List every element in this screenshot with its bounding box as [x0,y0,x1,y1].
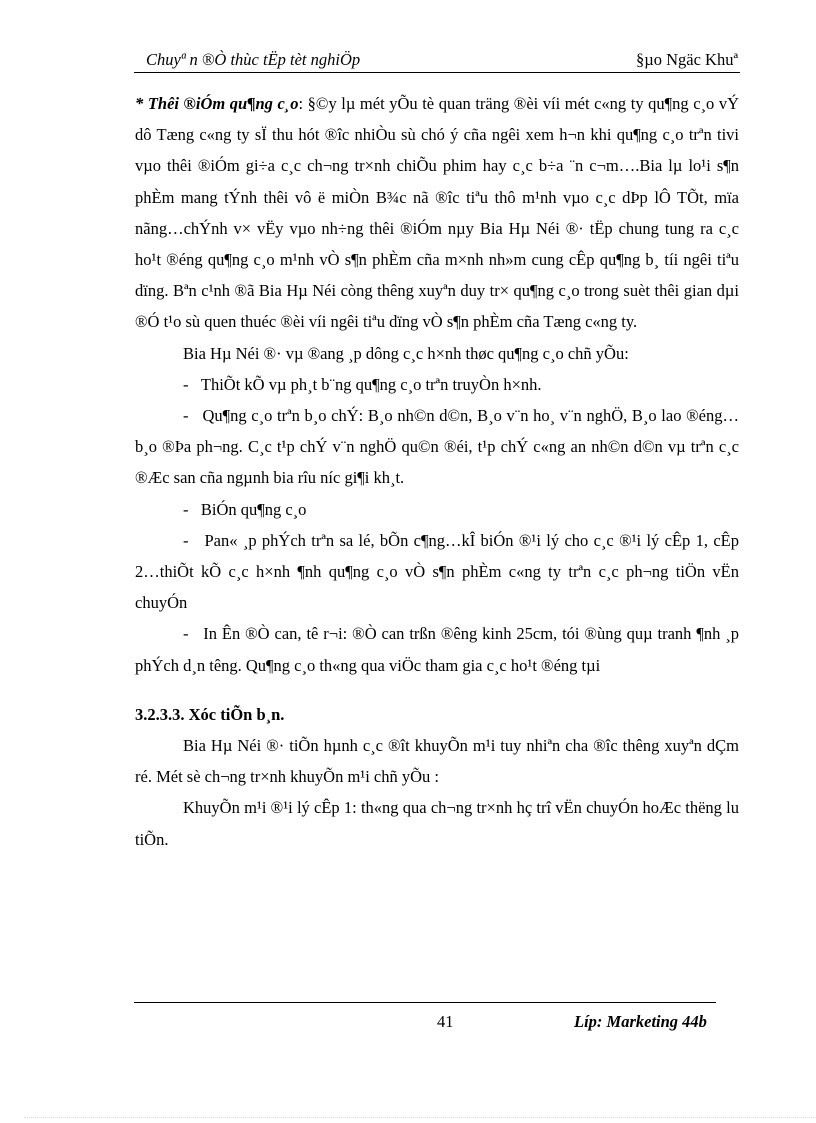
paragraph-advertising-timing [135,88,739,338]
paragraph-text: : §©y lµ mét yÕu tè quan träng ®èi víi mét c«ng ty qu¶ng c¸o vÝ dô Tæng c«ng ty sÏ thu hót ®îc nhiÒu sù chó ý cña ngêi xem h¬n khi qu¶ng c¸o trªn tivi vµo thêi ®iÓm gi÷a c¸c ch¬ng tr×nh chiÕu phim hay c¸c b÷a ¨n c¬m….Bia lµ lo¹i s¶n phÈm mang tÝnh thêi vô ë miÒn B¾c nã ®îc tiªu thô m¹nh vµo c¸c dÞp lÔ TÕt, mïa nãng…chÝnh v× vËy vµo nh÷ng thêi ®iÓm nµy Bia Hµ Néi ®· tËp chung tung ra c¸c ho¹t ®éng qu¶ng c¸o m¹nh vÒ s¶n phÈm cña m×nh nh»m cung cÊp qu¶ng b¸ tíi ngêi tiªu dïng. Bªn c¹nh ®ã Bia Hµ Néi còng thêng xuyªn duy tr× qu¶ng c¸o trong suèt thêi gian dµi ®Ó t¹o sù quen thuéc ®èi víi ngêi tiªu dïng vÒ s¶n phÈm cña Tæng c«ng ty. [135,94,739,332]
page-number: 41 [437,1012,454,1031]
footer-divider [134,1002,716,1003]
bullet-billboards: - BiÓn qu¶ng c¸o [183,499,307,519]
header-document-title: Chuyª n ®Ò thùc tËp tèt nghiÖp [146,50,361,69]
bullet-posters: - Pan« ¸p phÝch trªn sa lé, bÕn c¶ng…kÎ biÓn ®¹i lý cho c¸c ®¹i lý cÊp 1, cÊp 2…thiÕt kÕ c¸c h×nh ¶nh qu¶ng c¸o vÒ s¶n phÈm c«ng ty trªn c¸c ph¬ng tiÖn vËn chuyÓn [135,530,739,613]
paragraph-forms-intro: Bia Hµ Néi ®· vµ ®ang ¸p dông c¸c h×nh thøc qu¶ng c¸o chñ yÕu: [183,343,629,363]
page-header [134,50,740,73]
bullet-decals: - In Ên ®Ò can, tê r¬i: ®Ò can trßn ®êng kinh 25cm, tói ®ùng quµ tranh ¶nh ¸p phÝch d¸n têng. Qu¶ng c¸o th«ng qua viÖc tham gia c¸c ho¹t ®éng tµi [135,624,739,675]
document-body [135,88,739,855]
page-bottom-dotted-rule [24,1117,816,1118]
section-heading: 3.2.3.3. Xóc tiÕn b¸n. [135,704,285,724]
header-author-name: §µo Ngäc Khuª [635,50,738,69]
bullet-tv-ads: - ThiÕt kÕ vµ ph¸t b¨ng qu¶ng c¸o trªn truyÒn h×nh. [183,374,542,394]
paragraph-label: * Thêi ®iÓm qu¶ng c¸o [135,94,299,113]
bullet-press-ads: - Qu¶ng c¸o trªn b¸o chÝ: B¸o nh©n d©n, B¸o v¨n ho¸ v¨n nghÖ, B¸o lao ®éng…b¸o ®Þa ph¬ng. C¸c t¹p chÝ v¨n nghÖ qu©n ®éi, t¹p chÝ c«ng an nh©n d©n vµ trªn c¸c ®Æc san cña ngµnh bia rîu níc gi¶i kh¸t. [135,406,739,488]
paragraph-dealer-promotion: KhuyÕn m¹i ®¹i lý cÊp 1: th«ng qua ch¬ng tr×nh hç trî vËn chuyÓn hoÆc thëng lu tiÕn. [135,798,739,849]
footer-class-label: Líp: Marketing 44b [574,1012,707,1031]
paragraph-promotion: Bia Hµ Néi ®· tiÕn hµnh c¸c ®ît khuyÕn m¹i tuy nhiªn cha ®îc thêng xuyªn dÇm ré. Mét sè ch¬ng tr×nh khuyÕn m¹i chñ yÕu : [135,736,739,787]
